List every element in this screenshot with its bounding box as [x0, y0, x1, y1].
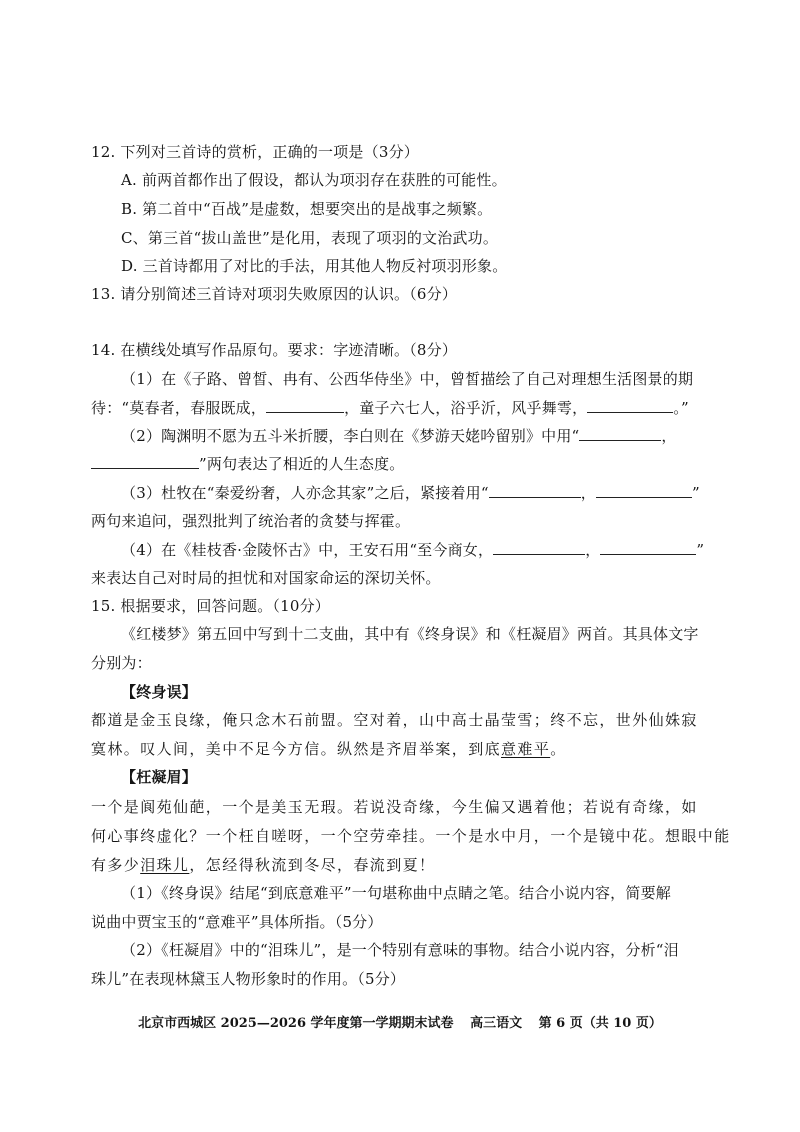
q14-item2-text-c: ”两句表达了相近的人生态度。 [199, 455, 405, 473]
song2-text-b: ，怎经得秋流到冬尽，春流到夏！ [189, 856, 436, 874]
q12-option-a: A. 前两首都作出了假设，都认为项羽存在获胜的可能性。 [121, 171, 507, 189]
answer-blank-7[interactable] [493, 540, 585, 555]
q15-sub2-line1: （2）《枉凝眉》中的“泪珠儿”，是一个特别有意味的事物。结合小说内容，分析“泪 [121, 941, 679, 959]
q14-item2-text-a: （2）陶渊明不愿为五斗米折腰，李白则在《梦游天姥吟留别》中用“ [121, 427, 580, 445]
q14-stem: 14. 在横线处填写作品原句。要求：字迹清晰。（8分） [91, 341, 458, 359]
page-footer [0, 1015, 800, 1033]
song2-line3 [91, 855, 435, 875]
song1-line2 [91, 739, 567, 759]
answer-blank-2[interactable] [587, 398, 673, 413]
q14-item2-line1 [121, 426, 677, 446]
answer-blank-5[interactable] [489, 483, 581, 498]
q14-item1-text-a: 待：“莫春者，春服既成， [91, 399, 267, 417]
q14-item2-line2 [91, 454, 404, 474]
footer-exam-title: 北京市西城区 2025—2026 学年度第一学期期末试卷 [138, 1016, 454, 1031]
q14-item4-line2: 来表达自己对时局的担忧和对国家命运的深切关怀。 [91, 569, 441, 587]
q14-item3-line2: 两句来追问，强烈批判了统治者的贪婪与挥霍。 [91, 512, 411, 530]
answer-blank-1[interactable] [266, 398, 344, 413]
answer-blank-4[interactable] [91, 454, 199, 469]
song2-text-a: 有多少 [91, 856, 141, 874]
q15-sub1-line2: 说曲中贾宝玉的“意难平”具体所指。（5分） [91, 913, 383, 931]
song1-text-b: 。 [550, 740, 567, 758]
song1-line1: 都道是金玉良缘，俺只念木石前盟。空对着，山中高士晶莹雪；终不忘，世外仙姝寂 [91, 711, 698, 729]
q12-stem: 12. 下列对三首诗的赏析，正确的一项是（3分） [91, 143, 419, 161]
q14-item1-line2 [91, 398, 689, 418]
q14-item4-text-c: ” [696, 541, 705, 559]
answer-blank-8[interactable] [600, 540, 696, 555]
song2-line1: 一个是阆苑仙葩，一个是美玉无瑕。若说没奇缘，今生偏又遇着他；若说有奇缘，如 [91, 798, 698, 816]
song1-text-a: 寞林。叹人间，美中不足今方信。纵然是齐眉举案，到底 [91, 740, 502, 758]
footer-page-number: 第 6 页（共 10 页） [538, 1016, 662, 1031]
q12-option-d: D. 三首诗都用了对比的手法，用其他人物反衬项羽形象。 [121, 257, 508, 275]
song2-underlined-phrase: 泪珠儿 [140, 856, 190, 874]
q15-sub1-line1: （1）《终身误》结尾“到底意难平”一句堪称曲中点睛之笔。结合小说内容，简要解 [121, 884, 671, 902]
q14-item4-line1 [121, 540, 704, 560]
q14-item3-line1 [121, 483, 700, 503]
answer-blank-3[interactable] [579, 426, 661, 441]
q15-intro-line2: 分别为： [91, 654, 152, 672]
q13-stem: 13. 请分别简述三首诗对项羽失败原因的认识。（6分） [91, 285, 458, 303]
q14-item1-text-b: ，童子六七人，浴乎沂，风乎舞雩， [344, 399, 588, 417]
song2-title: 【枉凝眉】 [121, 768, 198, 786]
answer-blank-6[interactable] [596, 483, 692, 498]
q14-item2-text-b: ， [661, 427, 677, 445]
q14-item3-text-b: ， [580, 484, 596, 502]
song2-line2: 何心事终虚化？一个枉自嗟呀，一个空劳牵挂。一个是水中月，一个是镜中花。想眼中能 [91, 827, 731, 845]
q12-option-b: B. 第二首中“百战”是虚数，想要突出的是战事之频繁。 [121, 200, 493, 218]
q15-sub2-line2: 珠儿”在表现林黛玉人物形象时的作用。（5分） [91, 970, 406, 988]
q14-item1-line1: （1）在《子路、曾皙、冉有、公西华侍坐》中，曾皙描绘了自己对理想生活图景的期 [121, 370, 694, 388]
q12-option-c: C、第三首“拔山盖世”是化用，表现了项羽的文治武功。 [121, 229, 499, 247]
song1-underlined-phrase: 意难平 [501, 740, 551, 758]
q14-item1-text-c: 。” [673, 399, 689, 417]
q14-item3-text-a: （3）杜牧在“秦爱纷奢，人亦念其家”之后，紧接着用“ [121, 484, 489, 502]
q14-item3-text-c: ” [691, 484, 700, 502]
q14-item4-text-b: ， [585, 541, 601, 559]
q15-intro-line1: 《红楼梦》第五回中写到十二支曲，其中有《终身误》和《枉凝眉》两首。其具体文字 [121, 625, 699, 643]
q14-item4-text-a: （4）在《桂枝香·金陵怀古》中，王安石用“至今商女， [121, 541, 494, 559]
footer-subject: 高三语文 [470, 1016, 523, 1031]
q15-stem: 15. 根据要求，回答问题。（10分） [91, 597, 331, 615]
song1-title: 【终身误】 [121, 683, 198, 701]
